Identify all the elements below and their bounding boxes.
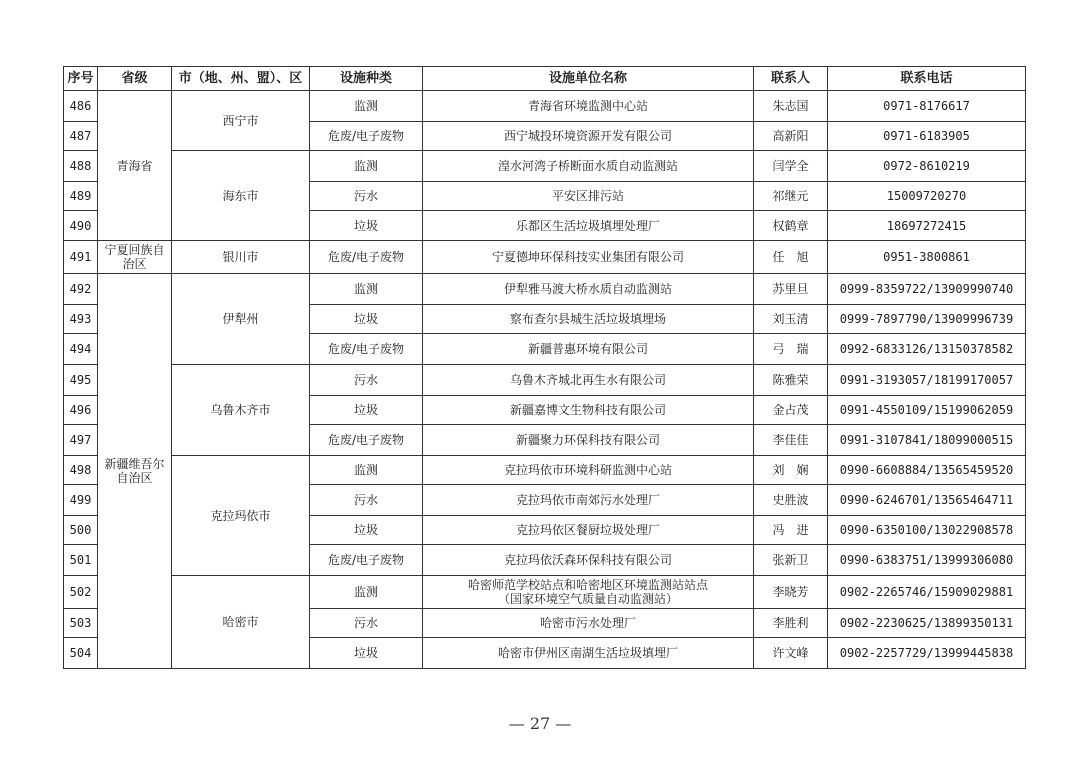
header-facility-unit: 设施单位名称 (423, 67, 754, 91)
facility-unit-name: 西宁城投环境资源开发有限公司 (423, 122, 754, 151)
contact-person: 李胜利 (754, 609, 828, 638)
phone-number: 0992-6833126/13150378582 (828, 334, 1026, 365)
facility-unit-name: 克拉玛依市环境科研监测中心站 (423, 456, 754, 485)
row-no: 498 (64, 456, 98, 485)
row-no: 504 (64, 638, 98, 669)
table-row (64, 576, 1026, 609)
city-cell: 西宁市 (172, 91, 310, 151)
contact-person: 陈雅荣 (754, 365, 828, 396)
city-cell: 克拉玛依市 (172, 456, 310, 576)
contact-person: 权鹤章 (754, 211, 828, 241)
facility-type: 监测 (310, 456, 423, 485)
phone-number: 0902-2230625/13899350131 (828, 609, 1026, 638)
facility-type: 监测 (310, 91, 423, 122)
header-city: 市（地、州、盟）、区 (172, 67, 310, 91)
table-row (64, 241, 1026, 274)
facility-unit-name: 哈密师范学校站点和哈密地区环境监测站站点 （国家环境空气质量自动监测站） (423, 576, 754, 609)
row-no: 497 (64, 425, 98, 456)
table-row (64, 456, 1026, 485)
city-cell: 伊犁州 (172, 274, 310, 365)
phone-number: 0990-6350100/13022908578 (828, 516, 1026, 545)
city-cell: 海东市 (172, 151, 310, 241)
facility-unit-name: 克拉玛依市南郊污水处理厂 (423, 485, 754, 516)
facility-type: 垃圾 (310, 516, 423, 545)
facility-type: 危废/电子废物 (310, 122, 423, 151)
city-cell: 银川市 (172, 241, 310, 274)
row-no: 487 (64, 122, 98, 151)
facility-unit-name: 新疆聚力环保科技有限公司 (423, 425, 754, 456)
table-header-row (64, 67, 1026, 91)
facility-unit-name: 伊犁雅马渡大桥水质自动监测站 (423, 274, 754, 305)
contact-person: 李佳佳 (754, 425, 828, 456)
facility-unit-name: 湟水河湾子桥断面水质自动监测站 (423, 151, 754, 182)
phone-number: 0971-6183905 (828, 122, 1026, 151)
phone-number: 0990-6608884/13565459520 (828, 456, 1026, 485)
phone-number: 0902-2257729/13999445838 (828, 638, 1026, 669)
contact-person: 高新阳 (754, 122, 828, 151)
phone-number: 0990-6246701/13565464711 (828, 485, 1026, 516)
contact-person: 刘玉清 (754, 305, 828, 334)
facility-type: 监测 (310, 274, 423, 305)
contact-person: 刘 娴 (754, 456, 828, 485)
facility-unit-name: 克拉玛依沃森环保科技有限公司 (423, 545, 754, 576)
facility-unit-name: 乌鲁木齐城北再生水有限公司 (423, 365, 754, 396)
contact-person: 朱志国 (754, 91, 828, 122)
row-no: 492 (64, 274, 98, 305)
row-no: 494 (64, 334, 98, 365)
facility-unit-name: 新疆普惠环境有限公司 (423, 334, 754, 365)
contact-person: 金占茂 (754, 396, 828, 425)
facility-type: 监测 (310, 151, 423, 182)
facility-type: 危废/电子废物 (310, 425, 423, 456)
row-no: 501 (64, 545, 98, 576)
facility-unit-name: 哈密市污水处理厂 (423, 609, 754, 638)
row-no: 489 (64, 182, 98, 211)
row-no: 503 (64, 609, 98, 638)
facility-type: 污水 (310, 365, 423, 396)
contact-person: 祁继元 (754, 182, 828, 211)
header-phone: 联系电话 (828, 67, 1026, 91)
table-body (64, 91, 1026, 669)
phone-number: 0991-4550109/15199062059 (828, 396, 1026, 425)
row-no: 486 (64, 91, 98, 122)
row-no: 500 (64, 516, 98, 545)
province-cell: 青海省 (98, 91, 172, 241)
phone-number: 0972-8610219 (828, 151, 1026, 182)
header-facility-type: 设施种类 (310, 67, 423, 91)
contact-person: 弓 瑞 (754, 334, 828, 365)
facility-type: 污水 (310, 182, 423, 211)
facility-unit-name: 克拉玛依区餐厨垃圾处理厂 (423, 516, 754, 545)
row-no: 493 (64, 305, 98, 334)
contact-person: 闫学全 (754, 151, 828, 182)
facility-type: 污水 (310, 609, 423, 638)
contact-person: 史胜波 (754, 485, 828, 516)
facility-unit-name: 青海省环境监测中心站 (423, 91, 754, 122)
row-no: 496 (64, 396, 98, 425)
table-row (64, 365, 1026, 396)
phone-number: 0902-2265746/15909029881 (828, 576, 1026, 609)
facility-type: 危废/电子废物 (310, 241, 423, 274)
phone-number: 18697272415 (828, 211, 1026, 241)
facility-unit-name: 察布查尔县城生活垃圾填埋场 (423, 305, 754, 334)
header-contact: 联系人 (754, 67, 828, 91)
phone-number: 15009720270 (828, 182, 1026, 211)
row-no: 502 (64, 576, 98, 609)
facility-type: 垃圾 (310, 638, 423, 669)
table-row (64, 91, 1026, 122)
facility-type: 危废/电子废物 (310, 545, 423, 576)
contact-person: 任 旭 (754, 241, 828, 274)
facility-unit-name: 乐都区生活垃圾填埋处理厂 (423, 211, 754, 241)
facility-type: 监测 (310, 576, 423, 609)
facility-type: 垃圾 (310, 396, 423, 425)
facility-table (63, 66, 1026, 669)
contact-person: 许文峰 (754, 638, 828, 669)
facility-type: 垃圾 (310, 211, 423, 241)
facility-unit-name: 平安区排污站 (423, 182, 754, 211)
header-province: 省级 (98, 67, 172, 91)
row-no: 495 (64, 365, 98, 396)
facility-unit-name: 宁夏德坤环保科技实业集团有限公司 (423, 241, 754, 274)
row-no: 488 (64, 151, 98, 182)
row-no: 490 (64, 211, 98, 241)
phone-number: 0951-3800861 (828, 241, 1026, 274)
facility-unit-name: 哈密市伊州区南湖生活垃圾填埋厂 (423, 638, 754, 669)
contact-person: 冯 进 (754, 516, 828, 545)
contact-person: 苏里旦 (754, 274, 828, 305)
phone-number: 0971-8176617 (828, 91, 1026, 122)
facility-type: 垃圾 (310, 305, 423, 334)
facility-type: 危废/电子废物 (310, 334, 423, 365)
phone-number: 0991-3193057/18199170057 (828, 365, 1026, 396)
facility-unit-name: 新疆嘉博文生物科技有限公司 (423, 396, 754, 425)
row-no: 499 (64, 485, 98, 516)
city-cell: 哈密市 (172, 576, 310, 669)
page-number: — 27 — (508, 714, 572, 733)
city-cell: 乌鲁木齐市 (172, 365, 310, 456)
contact-person: 李晓芳 (754, 576, 828, 609)
table-row (64, 151, 1026, 182)
header-no: 序号 (64, 67, 98, 91)
province-cell: 新疆维吾尔自治区 (98, 274, 172, 669)
contact-person: 张新卫 (754, 545, 828, 576)
facility-type: 污水 (310, 485, 423, 516)
phone-number: 0999-7897790/13909996739 (828, 305, 1026, 334)
table-row (64, 274, 1026, 305)
row-no: 491 (64, 241, 98, 274)
province-cell: 宁夏回族自治区 (98, 241, 172, 274)
phone-number: 0991-3107841/18099000515 (828, 425, 1026, 456)
phone-number: 0990-6383751/13999306080 (828, 545, 1026, 576)
phone-number: 0999-8359722/13909990740 (828, 274, 1026, 305)
